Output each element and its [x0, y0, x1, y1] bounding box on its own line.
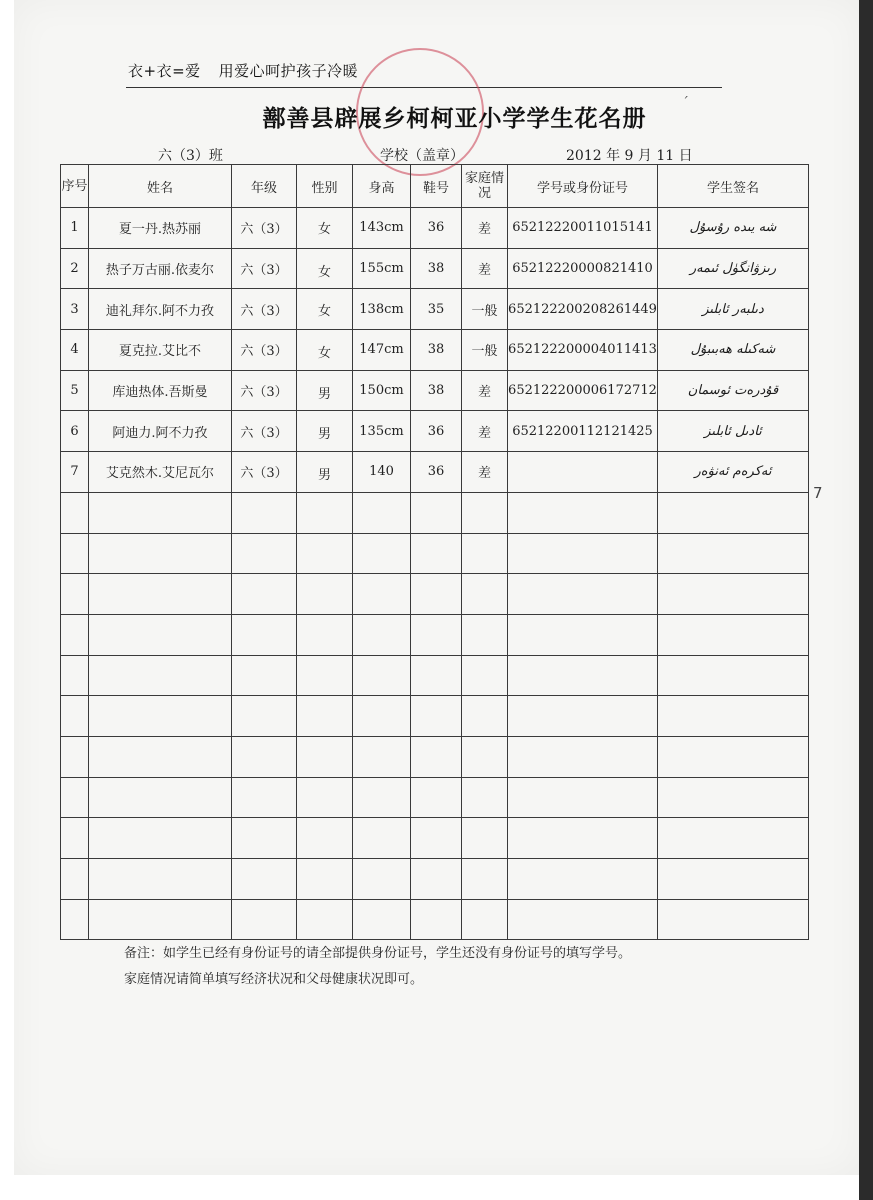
- table-row: [61, 330, 809, 371]
- empty-cell: [353, 696, 411, 737]
- empty-cell: [353, 533, 411, 574]
- empty-cell: [508, 492, 658, 533]
- cell-col-grade: 六（3）: [232, 248, 297, 289]
- cell-col-id: 65212220000821410: [508, 248, 658, 289]
- slogan-right: 用爱心呵护孩子冷暖: [218, 62, 359, 80]
- empty-cell: [232, 899, 297, 940]
- cell-col-name: 夏克拉.艾比不: [89, 330, 232, 371]
- empty-cell: [411, 818, 462, 859]
- cell-col-gender: 女: [297, 208, 353, 249]
- empty-cell: [658, 574, 809, 615]
- empty-cell: [232, 492, 297, 533]
- empty-table-row: [61, 736, 809, 777]
- empty-cell: [353, 818, 411, 859]
- cell-col-no: 6: [61, 411, 89, 452]
- empty-cell: [232, 818, 297, 859]
- empty-cell: [297, 859, 353, 900]
- table-row: [61, 289, 809, 330]
- slogan: [128, 60, 358, 81]
- empty-cell: [89, 533, 232, 574]
- cell-col-id: 652122200006172712: [508, 370, 658, 411]
- header-col-id: 学号或身份证号: [508, 165, 658, 208]
- header-col-height: 身高: [353, 165, 411, 208]
- empty-table-row: [61, 655, 809, 696]
- cell-col-height: 143cm: [353, 208, 411, 249]
- cell-col-grade: 六（3）: [232, 330, 297, 371]
- empty-cell: [61, 736, 89, 777]
- cell-col-shoe: 35: [411, 289, 462, 330]
- empty-table-row: [61, 574, 809, 615]
- cell-col-id: 652122200004011413: [508, 330, 658, 371]
- table-row: [61, 370, 809, 411]
- empty-cell: [61, 655, 89, 696]
- empty-cell: [508, 655, 658, 696]
- cell-col-name: 热子万古丽.依麦尔: [89, 248, 232, 289]
- empty-cell: [462, 696, 508, 737]
- empty-cell: [232, 655, 297, 696]
- cell-col-id: 65212200112121425: [508, 411, 658, 452]
- empty-cell: [61, 818, 89, 859]
- student-roster-table: [60, 164, 809, 940]
- empty-cell: [411, 655, 462, 696]
- empty-cell: [297, 696, 353, 737]
- cell-col-grade: 六（3）: [232, 370, 297, 411]
- empty-cell: [232, 777, 297, 818]
- cell-col-grade: 六（3）: [232, 452, 297, 493]
- empty-cell: [232, 574, 297, 615]
- empty-cell: [353, 655, 411, 696]
- empty-cell: [297, 777, 353, 818]
- empty-cell: [508, 696, 658, 737]
- note-line-2: 家庭情况请简单填写经济状况和父母健康状况即可。: [124, 972, 424, 987]
- empty-cell: [89, 859, 232, 900]
- empty-cell: [89, 574, 232, 615]
- empty-cell: [411, 696, 462, 737]
- cell-col-id: 65212220011015141: [508, 208, 658, 249]
- margin-mark: 7: [813, 484, 823, 502]
- empty-cell: [508, 736, 658, 777]
- empty-cell: [411, 777, 462, 818]
- note-line-1: 备注：如学生已经有身份证号的请全部提供身份证号，学生还没有身份证号的填写学号。: [124, 946, 632, 961]
- empty-cell: [658, 777, 809, 818]
- cell-col-shoe: 38: [411, 370, 462, 411]
- empty-table-row: [61, 533, 809, 574]
- cell-col-height: 135cm: [353, 411, 411, 452]
- empty-cell: [353, 777, 411, 818]
- empty-cell: [232, 859, 297, 900]
- header-col-gender: 性别: [297, 165, 353, 208]
- empty-cell: [508, 533, 658, 574]
- empty-table-row: [61, 696, 809, 737]
- empty-cell: [508, 574, 658, 615]
- empty-cell: [232, 696, 297, 737]
- table-row: [61, 411, 809, 452]
- header-col-grade: 年级: [232, 165, 297, 208]
- cell-col-no: 5: [61, 370, 89, 411]
- empty-cell: [658, 899, 809, 940]
- empty-cell: [462, 655, 508, 696]
- empty-cell: [89, 492, 232, 533]
- empty-cell: [411, 736, 462, 777]
- cell-col-no: 4: [61, 330, 89, 371]
- empty-cell: [508, 614, 658, 655]
- cell-col-no: 7: [61, 452, 89, 493]
- cell-col-grade: 六（3）: [232, 289, 297, 330]
- pen-tick-mark: ˊ: [682, 95, 689, 111]
- cell-col-gender: 女: [297, 289, 353, 330]
- empty-table-row: [61, 614, 809, 655]
- empty-table-row: [61, 492, 809, 533]
- empty-cell: [297, 899, 353, 940]
- empty-cell: [462, 574, 508, 615]
- empty-cell: [411, 574, 462, 615]
- empty-cell: [89, 899, 232, 940]
- cell-col-name: 艾克然木.艾尼瓦尔: [89, 452, 232, 493]
- cell-col-height: 150cm: [353, 370, 411, 411]
- cell-col-family: 差: [462, 452, 508, 493]
- cell-col-family: 差: [462, 248, 508, 289]
- empty-cell: [89, 696, 232, 737]
- empty-cell: [462, 818, 508, 859]
- header-col-no: 序号: [61, 165, 89, 208]
- empty-cell: [658, 614, 809, 655]
- empty-cell: [297, 736, 353, 777]
- cell-col-signature: دىلبەر ئابلىز: [658, 289, 809, 330]
- cell-col-height: 138cm: [353, 289, 411, 330]
- cell-col-grade: 六（3）: [232, 411, 297, 452]
- slogan-left: 衣+衣=爱: [128, 62, 201, 80]
- table-body: [61, 208, 809, 940]
- empty-cell: [658, 492, 809, 533]
- empty-cell: [89, 818, 232, 859]
- school-seal-label: 学校（盖章）: [380, 148, 464, 164]
- empty-cell: [61, 777, 89, 818]
- empty-cell: [297, 492, 353, 533]
- table-row: [61, 452, 809, 493]
- cell-col-family: 差: [462, 370, 508, 411]
- empty-cell: [353, 574, 411, 615]
- empty-cell: [353, 859, 411, 900]
- empty-cell: [353, 492, 411, 533]
- empty-cell: [297, 574, 353, 615]
- cell-col-height: 140: [353, 452, 411, 493]
- empty-cell: [508, 818, 658, 859]
- empty-cell: [508, 777, 658, 818]
- empty-cell: [61, 574, 89, 615]
- header-col-name: 姓名: [89, 165, 232, 208]
- empty-cell: [61, 492, 89, 533]
- empty-cell: [232, 736, 297, 777]
- empty-cell: [89, 655, 232, 696]
- empty-cell: [61, 859, 89, 900]
- header-col-signature: 学生签名: [658, 165, 809, 208]
- empty-table-row: [61, 818, 809, 859]
- cell-col-family: 差: [462, 411, 508, 452]
- document-title: 鄯善县辟展乡柯柯亚小学学生花名册: [262, 105, 647, 132]
- empty-cell: [89, 614, 232, 655]
- cell-col-name: 阿迪力.阿不力孜: [89, 411, 232, 452]
- empty-cell: [462, 736, 508, 777]
- empty-cell: [297, 818, 353, 859]
- cell-col-gender: 女: [297, 330, 353, 371]
- empty-cell: [353, 614, 411, 655]
- empty-table-row: [61, 899, 809, 940]
- table-header-row: [61, 165, 809, 208]
- empty-cell: [89, 777, 232, 818]
- empty-cell: [462, 614, 508, 655]
- empty-cell: [411, 492, 462, 533]
- empty-cell: [89, 736, 232, 777]
- cell-col-height: 147cm: [353, 330, 411, 371]
- cell-col-id: 652122200208261449: [508, 289, 658, 330]
- empty-cell: [462, 492, 508, 533]
- empty-cell: [658, 533, 809, 574]
- empty-cell: [297, 533, 353, 574]
- cell-col-shoe: 36: [411, 452, 462, 493]
- cell-col-family: 差: [462, 208, 508, 249]
- header-col-shoe: 鞋号: [411, 165, 462, 208]
- empty-cell: [462, 859, 508, 900]
- cell-col-no: 2: [61, 248, 89, 289]
- empty-cell: [61, 696, 89, 737]
- date-label: 2012 年 9 月 11 日: [566, 148, 693, 164]
- cell-col-no: 3: [61, 289, 89, 330]
- cell-col-signature: ئادىل ئابلىز: [658, 411, 809, 452]
- cell-col-family: 一般: [462, 289, 508, 330]
- cell-col-signature: شه يىده رۇسۇل: [658, 208, 809, 249]
- cell-col-name: 库迪热体.吾斯曼: [89, 370, 232, 411]
- empty-cell: [658, 859, 809, 900]
- cell-col-height: 155cm: [353, 248, 411, 289]
- empty-cell: [462, 533, 508, 574]
- scan-bottom-margin: [0, 1175, 859, 1200]
- cell-col-shoe: 36: [411, 411, 462, 452]
- empty-cell: [353, 899, 411, 940]
- cell-col-grade: 六（3）: [232, 208, 297, 249]
- empty-cell: [658, 655, 809, 696]
- cell-col-name: 夏一丹.热苏丽: [89, 208, 232, 249]
- cell-col-shoe: 36: [411, 208, 462, 249]
- empty-cell: [61, 614, 89, 655]
- cell-col-gender: 男: [297, 411, 353, 452]
- table-row: [61, 248, 809, 289]
- empty-cell: [353, 736, 411, 777]
- cell-col-gender: 男: [297, 370, 353, 411]
- cell-col-signature: شەكىلە ھەبىبۇل: [658, 330, 809, 371]
- cell-col-shoe: 38: [411, 330, 462, 371]
- empty-cell: [508, 859, 658, 900]
- table-row: [61, 208, 809, 249]
- empty-cell: [411, 614, 462, 655]
- cell-col-name: 迪礼拜尔.阿不力孜: [89, 289, 232, 330]
- empty-cell: [658, 736, 809, 777]
- empty-cell: [61, 899, 89, 940]
- empty-cell: [658, 818, 809, 859]
- scan-edge-strip: [859, 0, 873, 1200]
- cell-col-signature: رىزۋانگۈل ئىمەر: [658, 248, 809, 289]
- empty-table-row: [61, 777, 809, 818]
- empty-cell: [232, 614, 297, 655]
- empty-cell: [411, 859, 462, 900]
- empty-cell: [411, 533, 462, 574]
- header-col-family: 家庭情况: [462, 165, 508, 208]
- empty-cell: [232, 533, 297, 574]
- cell-col-shoe: 38: [411, 248, 462, 289]
- cell-col-gender: 女: [297, 248, 353, 289]
- empty-cell: [297, 614, 353, 655]
- cell-col-id: [508, 452, 658, 493]
- empty-cell: [411, 899, 462, 940]
- cell-col-signature: قۇدرەت ئوسمان: [658, 370, 809, 411]
- empty-table-row: [61, 859, 809, 900]
- cell-col-family: 一般: [462, 330, 508, 371]
- empty-cell: [462, 899, 508, 940]
- class-label: 六（3）班: [158, 148, 223, 164]
- empty-cell: [297, 655, 353, 696]
- empty-cell: [658, 696, 809, 737]
- cell-col-signature: ئەكرەم ئەنۋەر: [658, 452, 809, 493]
- empty-cell: [462, 777, 508, 818]
- empty-cell: [508, 899, 658, 940]
- cell-col-gender: 男: [297, 452, 353, 493]
- cell-col-no: 1: [61, 208, 89, 249]
- empty-cell: [61, 533, 89, 574]
